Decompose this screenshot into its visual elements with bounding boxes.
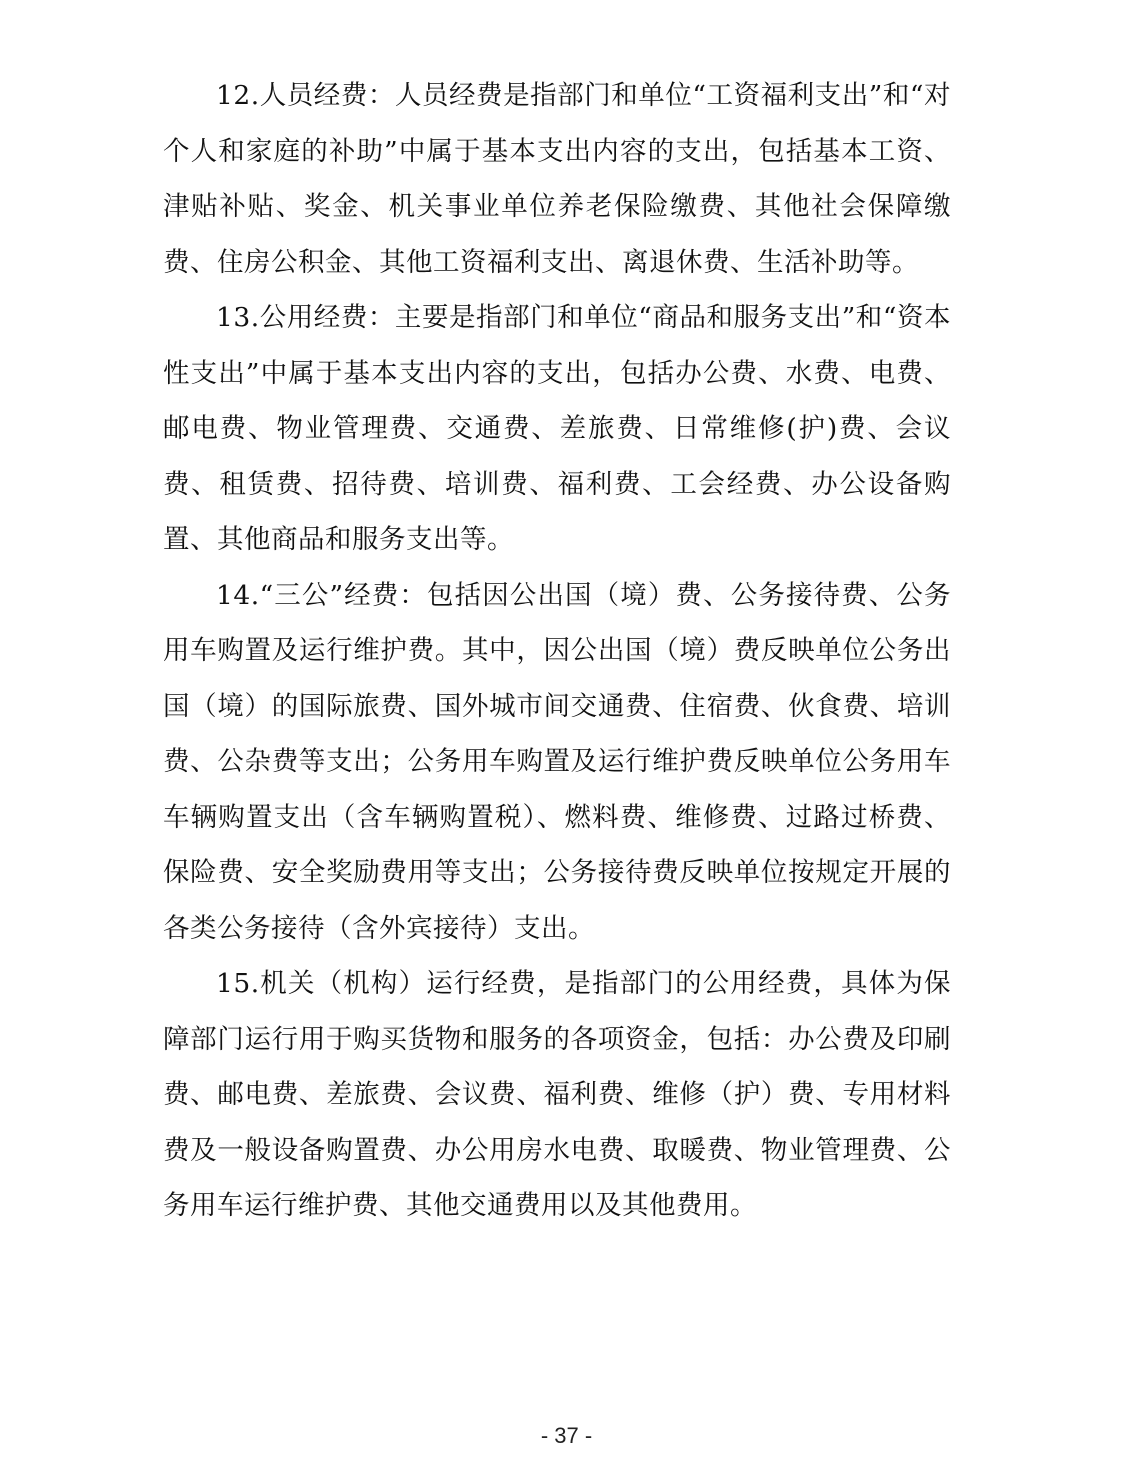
paragraph-personnel-expenses: 12.人员经费：人员经费是指部门和单位“工资福利支出”和“对个人和家庭的补助”中属于基本支出内容的支出，包括基本工资、津贴补贴、奖金、机关事业单位养老保险缴费、其他社会保障缴费、住房公积金、其他工资福利支出、离退休费、生活补助等。 <box>163 80 951 278</box>
document-body <box>163 68 951 1234</box>
paragraph-operating-expenses: 15.机关（机构）运行经费，是指部门的公用经费，具体为保障部门运行用于购买货物和服务的各项资金，包括：办公费及印刷费、邮电费、差旅费、会议费、福利费、维修（护）费、专用材料费及一般设备购置费、办公用房水电费、取暖费、物业管理费、公务用车运行维护费、其他交通费用以及其他费用。 <box>163 968 951 1221</box>
paragraph-public-expenses: 13.公用经费：主要是指部门和单位“商品和服务支出”和“资本性支出”中属于基本支出内容的支出，包括办公费、水费、电费、邮电费、物业管理费、交通费、差旅费、日常维修(护)费、会议费、租赁费、招待费、培训费、福利费、工会经费、办公设备购置、其他商品和服务支出等。 <box>163 302 951 555</box>
paragraph-three-public-expenses: 14.“三公”经费：包括因公出国（境）费、公务接待费、公务用车购置及运行维护费。其中，因公出国（境）费反映单位公务出国（境）的国际旅费、国外城市间交通费、住宿费、伙食费、培训费、公杂费等支出；公务用车购置及运行维护费反映单位公务用车车辆购置支出（含车辆购置税）、燃料费、维修费、过路过桥费、保险费、安全奖励费用等支出；公务接待费反映单位按规定开展的各类公务接待（含外宾接待）支出。 <box>163 579 951 944</box>
page-number: - 37 - <box>540 1423 593 1448</box>
